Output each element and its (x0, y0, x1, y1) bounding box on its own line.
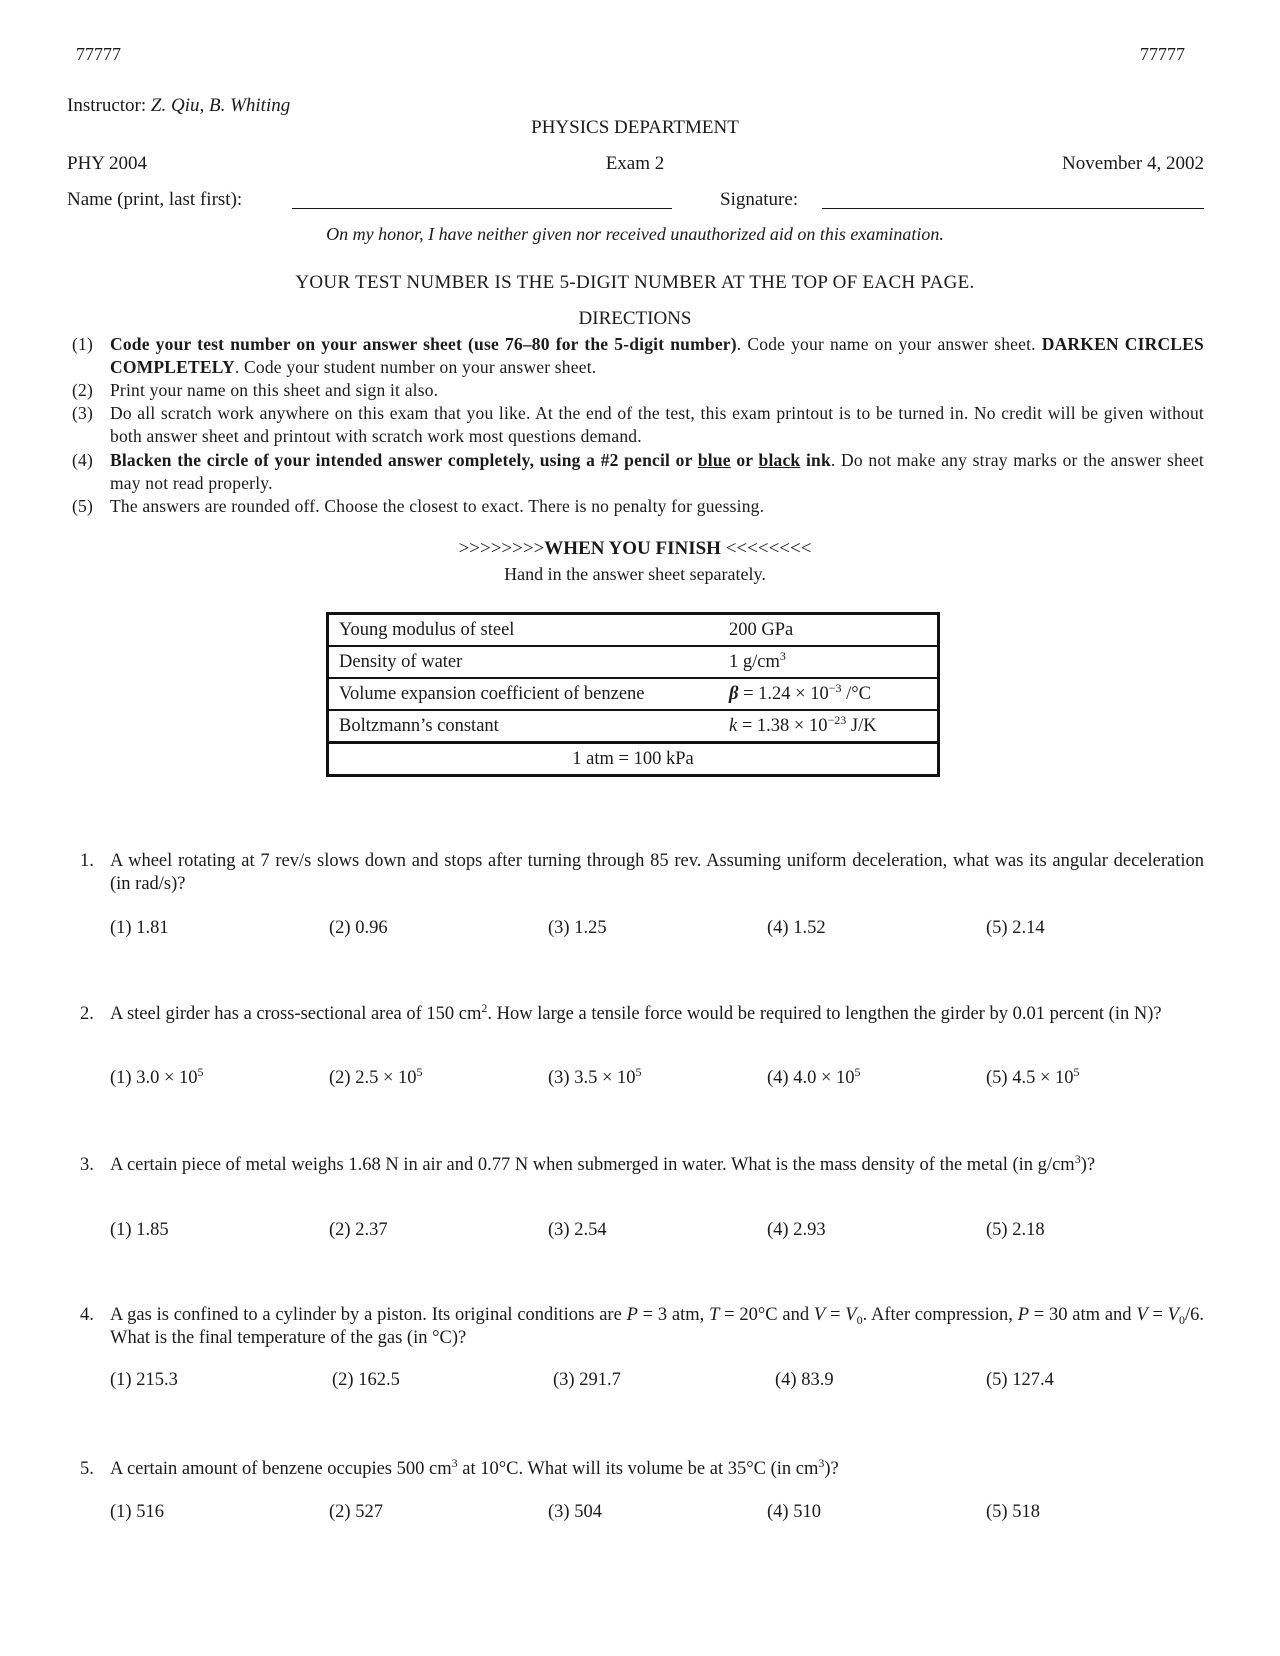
question-3-option-5[interactable]: (5) 2.18 (986, 1220, 1045, 1240)
question-2: 2. A steel girder has a cross-sectional area of 150 $cm^2$. How large a tensile force would be required to lengthen the girder by 0.01 percent (in N)? (80, 1001, 1162, 1024)
question-4-option-4[interactable]: (4) 83.9 (775, 1370, 834, 1390)
question-5-option-1[interactable]: (1) 516 (110, 1502, 164, 1522)
constant-footer-row: 1 atm = 100 kPa (328, 743, 939, 776)
constant-row: Young modulus of steel 200 GPa (328, 614, 939, 647)
question-2-option-1[interactable]: (1) $3.0 \times 10^5$ (110, 1065, 204, 1088)
question-1-option-3[interactable]: (3) 1.25 (548, 918, 607, 938)
question-5-option-2[interactable]: (2) 527 (329, 1502, 383, 1522)
signature-field[interactable] (822, 208, 1204, 209)
question-2-option-4[interactable]: (4) $4.0 \times 10^5$ (767, 1065, 861, 1088)
department-title: PHYSICS DEPARTMENT (531, 117, 739, 138)
direction-item-2: (2) Print your name on this sheet and sign it also. (72, 380, 439, 400)
course-code: PHY 2004 (67, 153, 148, 174)
instructor-names: Z. Qiu, B. Whiting (150, 95, 291, 116)
question-5: 5. A certain amount of benzene occupies 500 $cm^3$ at 10°C. What will its volume be at 35°C (in $cm^3$)? (80, 1456, 839, 1479)
direction-item-3: (3) Do all scratch work anywhere on this exam that you like. At the end of the test, this exam printout is to be turned in. No credit will be given without both answer sheet and printout with scratch work most questions demand. (72, 403, 1204, 446)
direction-item-4: (4) Blacken the circle of your intended answer completely, using a #2 pencil or blue or black ink. Do not make any stray marks or the answer sheet may not read properly. (72, 450, 1204, 493)
question-4-option-3[interactable]: (3) 291.7 (553, 1370, 621, 1390)
direction-item-1: (1) Code your test number on your answer sheet (use 76–80 for the 5-digit number). Code your name on your answer sheet. DARKEN CIRCLES COMPLETELY. Code your student number on your answer sheet. (72, 334, 1204, 377)
instructor-label: Instructor: (67, 95, 147, 116)
direction-item-5: (5) The answers are rounded off. Choose the closest to exact. There is no penalty for guessing. (72, 496, 765, 516)
question-4: 4. A gas is confined to a cylinder by a piston. Its original conditions are P = 3 atm, T = 20°C and $V = V_0$. After compression, P = 30 atm and $V = V_0/6$. What is the final temperature of the gas (in °C)? (80, 1305, 1204, 1348)
question-1-option-1[interactable]: (1) 1.81 (110, 918, 169, 938)
constants-table (326, 612, 940, 777)
question-2-option-3[interactable]: (3) $3.5 \times 10^5$ (548, 1065, 642, 1088)
constant-row: Boltzmann’s constant $k = 1.38 \times 10^{-23}$ J/K (328, 710, 939, 743)
question-5-option-4[interactable]: (4) 510 (767, 1502, 821, 1522)
question-4-option-2[interactable]: (2) 162.5 (332, 1370, 400, 1390)
question-5-option-5[interactable]: (5) 518 (986, 1502, 1040, 1522)
instructor-line (67, 95, 290, 117)
question-4-option-5[interactable]: (5) 127.4 (986, 1370, 1054, 1390)
directions-title: DIRECTIONS (578, 308, 692, 329)
signature-label: Signature: (720, 189, 799, 210)
finish-instruction: Hand in the answer sheet separately. (504, 564, 766, 584)
question-1: 1. A wheel rotating at 7 rev/s slows down and stops after turning through 85 rev. Assuming uniform deceleration, what was its angular deceleration (in rad/s)? (80, 851, 1204, 894)
question-3-option-3[interactable]: (3) 2.54 (548, 1220, 607, 1240)
question-2-option-5[interactable]: (5) $4.5 \times 10^5$ (986, 1065, 1080, 1088)
constant-row: Density of water 1 $g/cm^3$ (328, 646, 939, 678)
question-3: 3. A certain piece of metal weighs 1.68 N in air and 0.77 N when submerged in water. What is the mass density of the metal (in $g/cm^3$)? (80, 1152, 1096, 1175)
question-2-option-2[interactable]: (2) $2.5 \times 10^5$ (329, 1065, 423, 1088)
test-number-left: 77777 (76, 44, 121, 64)
exam-title: Exam 2 (605, 153, 665, 174)
constant-row: Volume expansion coefficient of benzene $\beta = 1.24 \times 10^{-3}$ /°C (328, 678, 939, 710)
question-3-option-1[interactable]: (1) 1.85 (110, 1220, 169, 1240)
name-label: Name (print, last first): (67, 189, 243, 210)
question-1-option-5[interactable]: (5) 2.14 (986, 918, 1045, 938)
question-3-option-4[interactable]: (4) 2.93 (767, 1220, 826, 1240)
finish-heading: >>>>>>>>WHEN YOU FINISH <<<<<<<< (458, 538, 812, 559)
question-3-option-2[interactable]: (2) 2.37 (329, 1220, 388, 1240)
question-5-option-3[interactable]: (3) 504 (548, 1502, 602, 1522)
test-number-right: 77777 (1140, 44, 1185, 64)
exam-date: November 4, 2002 (1062, 153, 1204, 174)
honor-statement: On my honor, I have neither given nor received unauthorized aid on this examination. (326, 224, 944, 244)
test-number-banner: YOUR TEST NUMBER IS THE 5-DIGIT NUMBER AT THE TOP OF EACH PAGE. (295, 272, 975, 293)
name-field[interactable] (292, 208, 672, 209)
question-1-option-2[interactable]: (2) 0.96 (329, 918, 388, 938)
question-4-option-1[interactable]: (1) 215.3 (110, 1370, 178, 1390)
question-1-option-4[interactable]: (4) 1.52 (767, 918, 826, 938)
